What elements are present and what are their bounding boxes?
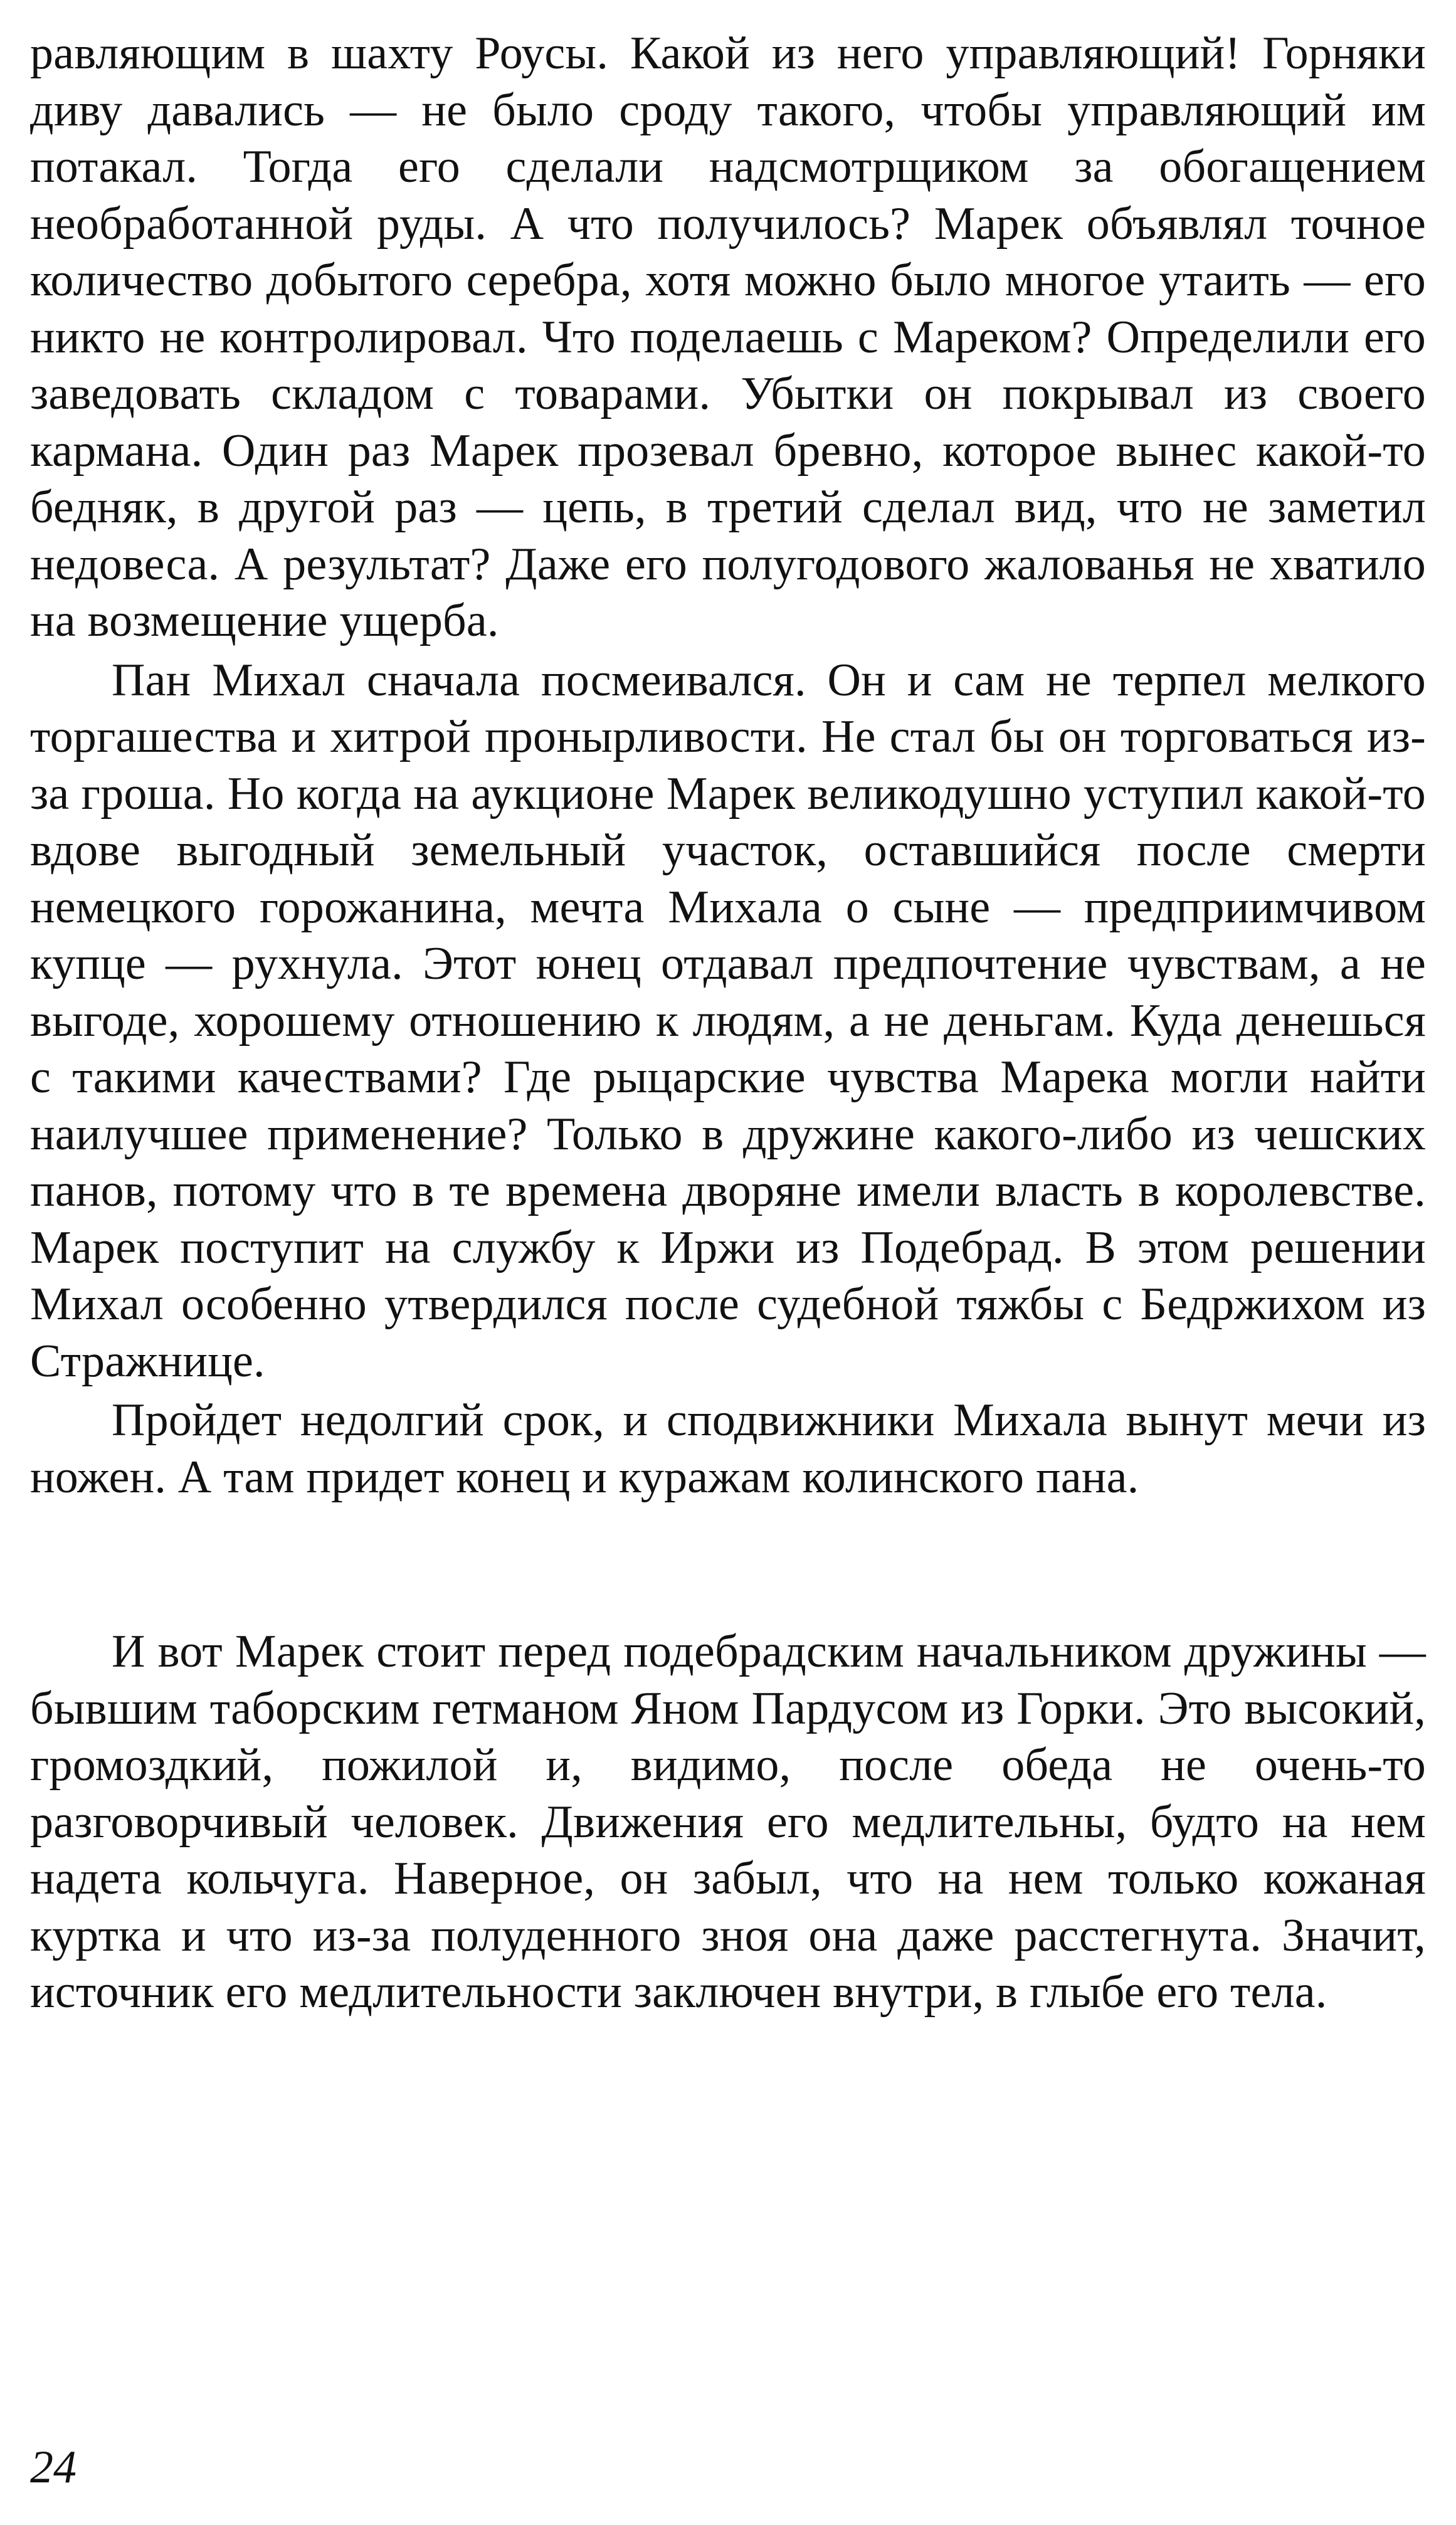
paragraph: И вот Марек стоит перед подебрадским начальником дружины — бывшим таборским гетманом Яном Пардусом из Горки. Это высокий, громоздкий, пожилой и, видимо, после обеда не очень-то разговорчивый человек. Движения его медлительны, будто на нем надета кольчуга. Наверное, он забыл, что на нем только кожаная куртка и что из-за полуденного зноя она даже расстегнута. Значит, источник его медлительности заключен внутри, в глыбе его тела. [30, 1626, 1426, 2018]
paragraph: Пан Михал сначала посмеивался. Он и сам не терпел мелкого торгашества и хитрой пронырливости. Не стал бы он торговаться из-за гроша. Но когда на аукционе Марек великодушно уступил какой-то вдове выгодный земельный участок, оставшийся после смерти немецкого горожанина, мечта Михала о сыне — предприимчивом купце — рухнула. Этот юнец отдавал предпочтение чувствам, а не выгоде, хорошему отношению к людям, а не деньгам. Куда денешься с такими качествами? Где рыцарские чувства Марека могли найти наилучшее применение? Только в дружине какого-либо из чешских панов, потому что в те времена дворяне имели власть в королевстве. Марек поступит на службу к Иржи из Подебрад. В этом решении Михал особенно утвердился после судебной тяжбы с Бедржихом из Стражнице. [30, 654, 1426, 1387]
paragraph-continued: равляющим в шахту Роусы. Какой из него управляющий! Горняки диву давались — не было сроду такого, чтобы управляющий им потакал. Тогда его сделали надсмотрщиком за обогащением необработанной руды. А что получилось? Марек объявлял точное количество добытого серебра, хотя можно было многое утаить — его никто не контролировал. Что поделаешь с Мареком? Определили его заведовать складом с товарами. Убытки он покрывал из своего кармана. Один раз Марек прозевал бревно, которое вынес какой-то бедняк, в другой раз — цепь, в третий сделал вид, что не заметил недовеса. А результат? Даже его полугодового жалованья не хватило на возмещение ущерба. [30, 28, 1426, 646]
text-column [30, 25, 1426, 2021]
section-break [30, 1505, 1426, 1623]
page-number: 24 [30, 2442, 76, 2493]
paragraph: Пройдет недолгий срок, и сподвижники Михала вынут мечи из ножен. А там придет конец и куражам колинского пана. [30, 1394, 1426, 1503]
